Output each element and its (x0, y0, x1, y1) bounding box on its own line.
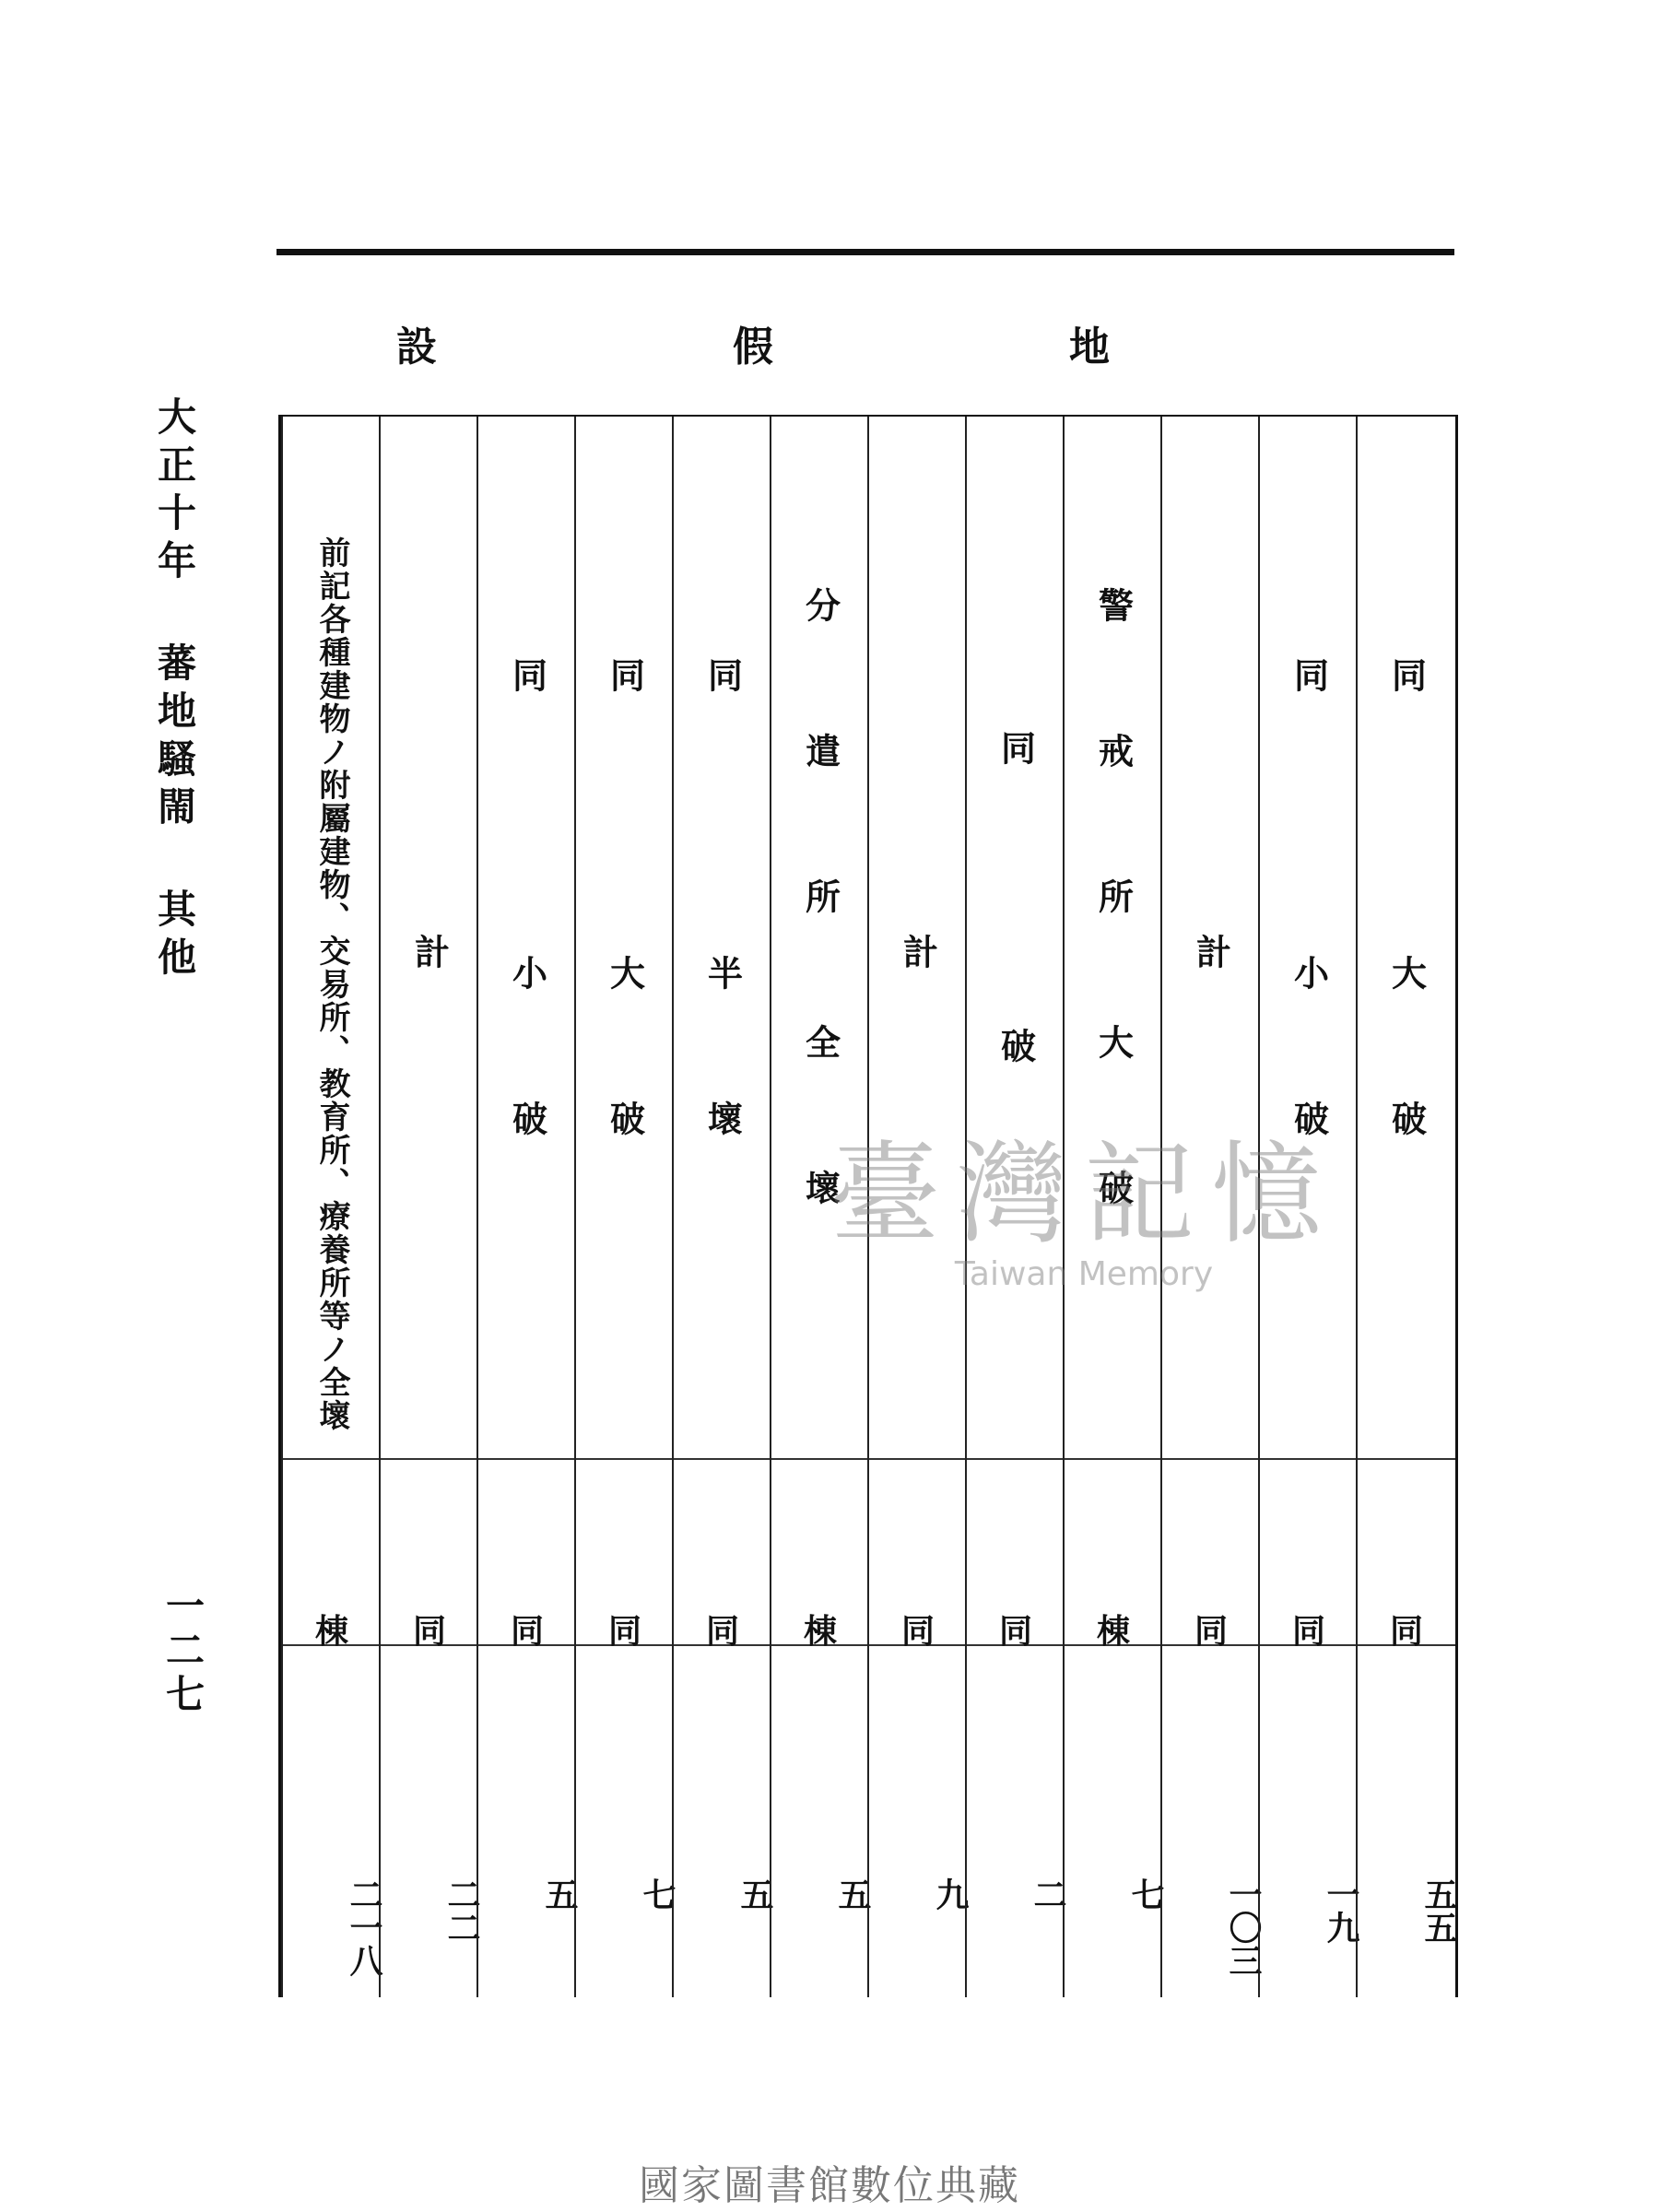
item-label: 同 小破 (506, 656, 548, 1246)
item-label: 同 大破 (604, 656, 646, 1246)
table-column (477, 417, 579, 1997)
header-band-char-2: 假 (733, 324, 773, 371)
count-cell: 五 (735, 1877, 774, 1911)
item-label: 計 (408, 934, 451, 969)
table-column (672, 417, 774, 1997)
top-rule (276, 249, 1454, 255)
unit-cell: 同 (412, 1612, 446, 1651)
item-label: 同 破 (994, 729, 1037, 1173)
watermark-english: Taiwan Memory (954, 1255, 1214, 1293)
count-cell: 五 (540, 1877, 579, 1911)
table-column (379, 417, 481, 1997)
count-cell: 一九 (1322, 1877, 1360, 1944)
unit-cell: 同 (1291, 1612, 1325, 1651)
item-label: 警戒所大破 (1092, 587, 1135, 1315)
count-cell: 一〇三 (1224, 1877, 1263, 1977)
table-column (281, 417, 381, 1997)
unit-cell: 同 (705, 1612, 739, 1651)
item-label: 計 (897, 934, 939, 969)
unit-cell: 同 (900, 1612, 935, 1651)
unit-cell: 同 (1194, 1612, 1228, 1651)
unit-cell: 同 (998, 1612, 1032, 1651)
item-label: 同 大破 (1385, 656, 1428, 1246)
page-number: 一二七 (160, 1585, 206, 1718)
header-band-char-1: 設 (396, 324, 437, 371)
item-label: 分遣所全壞 (799, 587, 841, 1315)
count-cell: 二一八 (345, 1877, 383, 1977)
count-cell: 五五 (1419, 1877, 1458, 1944)
item-label: 同 半壞 (701, 656, 744, 1246)
side-caption: 大正十年 蕃地騷閙 其他 (152, 396, 197, 984)
count-cell: 七 (1126, 1877, 1165, 1911)
count-cell: 七 (638, 1877, 677, 1911)
count-cell: 五 (833, 1877, 872, 1911)
count-cell: 二 (1029, 1877, 1067, 1911)
unit-cell: 棟 (1096, 1612, 1130, 1651)
unit-cell: 棟 (803, 1612, 837, 1651)
item-label: 前記各種建物ノ附屬建物、交易所、教育所、療養所等ノ全壞 (313, 536, 350, 1432)
table-column (1356, 417, 1458, 1997)
count-cell: 九 (931, 1877, 970, 1911)
unit-cell: 同 (607, 1612, 641, 1651)
unit-cell: 同 (1389, 1612, 1423, 1651)
table-column (574, 417, 677, 1997)
count-cell: 二二 (442, 1877, 481, 1944)
item-label: 計 (1190, 934, 1232, 969)
item-label: 同 小破 (1288, 656, 1330, 1246)
watermark (830, 1106, 1338, 1293)
footer-credit: 國家圖書館數位典藏 (639, 2162, 1020, 2209)
header-band-char-3: 地 (1069, 324, 1110, 371)
unit-cell: 棟 (314, 1612, 348, 1651)
unit-cell: 同 (510, 1612, 544, 1651)
watermark-logo-text: 臺灣記憶 (830, 1131, 1338, 1259)
